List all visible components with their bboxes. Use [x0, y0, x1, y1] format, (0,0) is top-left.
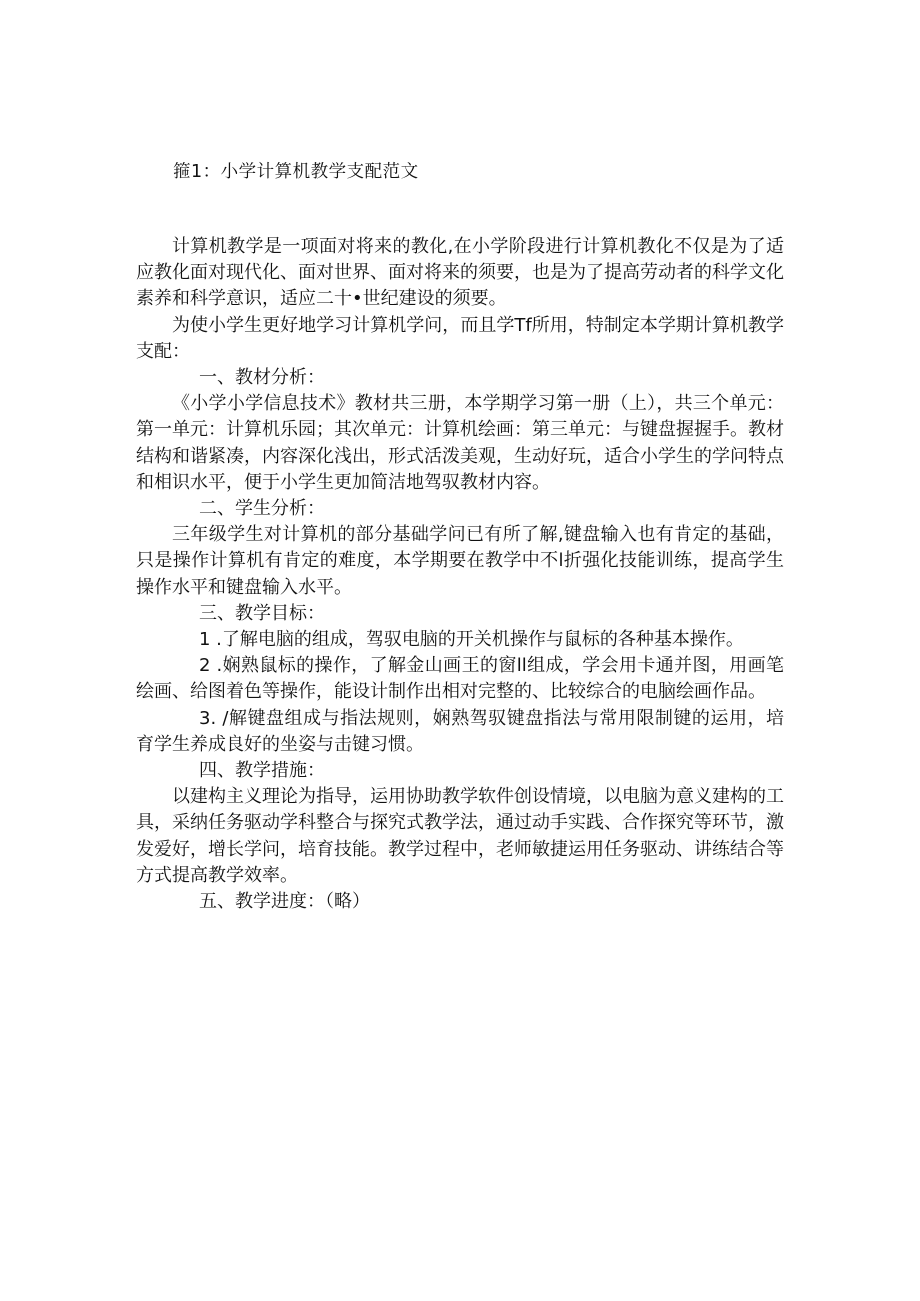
section-heading: 五、教学进度：（略）: [199, 891, 370, 913]
section-heading: 二、学生分析：: [199, 498, 325, 520]
section-heading: 一、教材分析：: [199, 367, 325, 389]
document-title: 箍1：小学计算机教学支配范文: [173, 162, 419, 182]
section-heading: 三、教学目标：: [199, 602, 325, 624]
section-heading: 四、教学措施：: [199, 760, 325, 782]
body-paragraph: 以建构主义理论为指导，运用协助教学软件创设情境，以电脑为意义建构的工具，采纳任务驱动学科整合与探究式教学法，通过动手实践、合作探究等环节，激发爱好，增长学问，培育技能。教学过程中，老师敏捷运用任务驱动、讲练结合等方式提高教学效率。: [136, 786, 784, 886]
body-paragraph: 为使小学生更好地学习计算机学问，而且学Tf所用，特制定本学期计算机教学支配：: [136, 314, 784, 362]
numbered-item: 1 .了解电脑的组成，驾驭电脑的开关机操作与鼠标的各种基本操作。: [199, 629, 744, 651]
numbered-item: 3. /解键盘组成与指法规则，娴熟驾驭键盘指法与常用限制键的运用，培育学生养成良好的坐姿与击键习惯。: [136, 707, 784, 755]
document-body: [136, 234, 784, 915]
body-paragraph: 计算机教学是一项面对将来的教化,在小学阶段进行计算机教化不仅是为了适应教化面对现代化、面对世界、面对将来的须要，也是为了提高劳动者的科学文化素养和科学意识，适应二十•世纪建设的须要。: [136, 236, 784, 310]
numbered-item: 2 .娴熟鼠标的操作，了解金山画王的窗ll组成，学会用卡通并图，用画笔绘画、给图着色等操作，能设计制作出相对完整的、比较综合的电脑绘画作品。: [136, 655, 784, 703]
body-paragraph: 《小学小学信息技术》教材共三册，本学期学习第一册（上），共三个单元：第一单元：计算机乐园；其次单元：计算机绘画：第三单元：与键盘握握手。教材结构和谐紧凑，内容深化浅出，形式活泼美观，生动好玩，适合小学生的学问特点和相识水平，便于小学生更加简洁地驾驭教材内容。: [136, 393, 784, 493]
body-paragraph: 三年级学生对计算机的部分基础学问已有所了解,键盘输入也有肯定的基础，只是操作计算机有肯定的难度，本学期要在教学中不l折强化技能训练，提高学生操作水平和键盘输入水平。: [136, 524, 784, 598]
